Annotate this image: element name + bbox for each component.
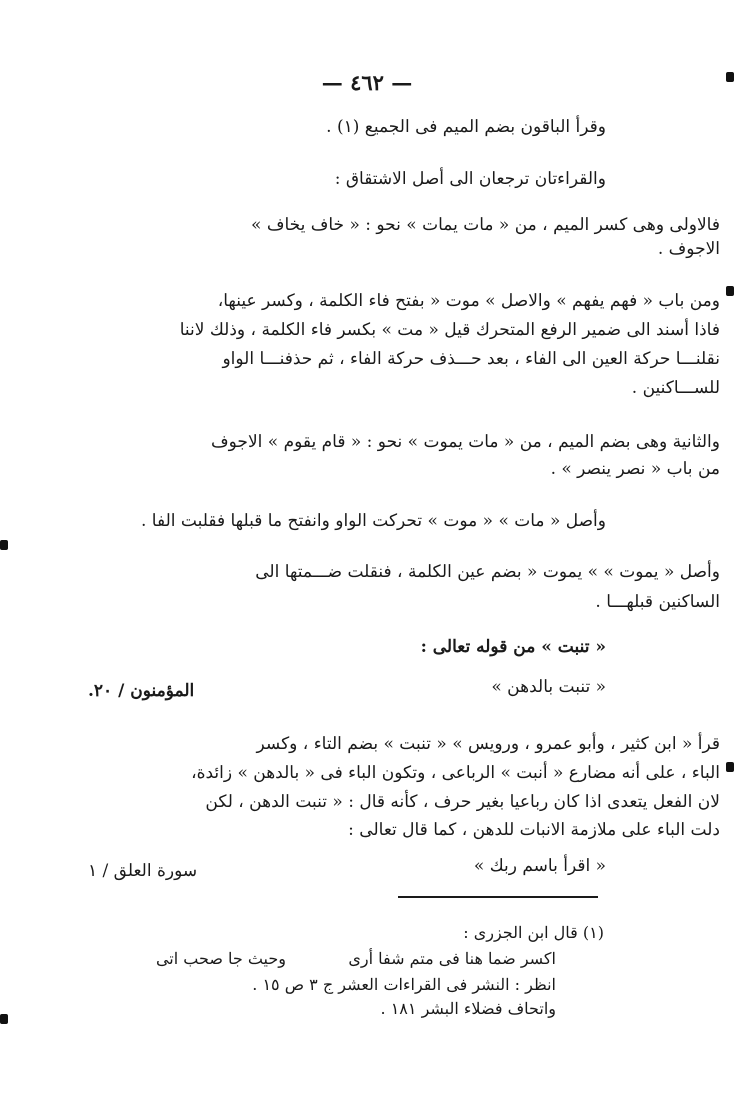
text-line-18: لان الفعل يتعدى اذا كان رباعيا بغير حرف ، كأنه قال : « تنبت الدهن ، لكن	[205, 792, 720, 812]
text-line-7: نقلنـــا حركة العين الى الفاء ، بعد حـــذف حركة الفاء ، ثم حذفنـــا الواو	[222, 349, 720, 369]
text-line-10: من باب « نصر ينصر » .	[550, 459, 720, 479]
scan-mark	[0, 1014, 8, 1024]
text-line-4: الاجوف .	[657, 239, 720, 259]
text-line-3: فالاولى وهى كسر الميم ، من « مات يمات » نحو : « خاف يخاف »	[251, 215, 720, 235]
text-line-17: الباء ، على أنه مضارع « أنبت » الرباعى ، وتكون الباء فى « بالدهن » زائدة،	[191, 763, 720, 783]
verse-reference-1: المؤمنون / ٢٠.	[88, 681, 195, 701]
scan-mark	[726, 286, 734, 296]
text-line-6: فاذا أسند الى ضمير الرفع المتحرك قيل « مت » بكسر فاء الكلمة ، وذلك لاننا	[179, 320, 720, 340]
scan-mark	[726, 72, 734, 82]
footnote-verse-first-half: اكسر ضما هنا فى متم شفا أرى	[348, 949, 556, 968]
text-line-12: وأصل « يموت » » يموت « بضم عين الكلمة ، فنقلت ضـــمتها الى	[255, 562, 720, 582]
text-line-19: دلت الباء على ملازمة الانبات للدهن ، كما قال تعالى :	[348, 820, 720, 840]
footnote-separator	[398, 896, 598, 898]
footnote-line-4: واتحاف فضلاء البشر ١٨١ .	[380, 999, 556, 1018]
verse-intro: « تنبت » من قوله تعالى :	[420, 637, 606, 657]
text-line-9: والثانية وهى بضم الميم ، من « مات يموت » نحو : « قام يقوم » الاجوف	[211, 432, 720, 452]
verse-quote-1: « تنبت بالدهن »	[491, 677, 606, 697]
text-line-8: للســـاكنين .	[631, 378, 720, 398]
text-line-2: والقراءتان ترجعان الى أصل الاشتقاق :	[334, 169, 606, 189]
page-number: — ٤٦٢ —	[321, 70, 413, 95]
footnote-line-3: انظر : النشر فى القراءات العشر ج ٣ ص ١٥ .	[252, 975, 556, 994]
text-line-1: وقرأ الباقون بضم الميم فى الجميع (١) .	[326, 117, 606, 137]
verse-reference-2: سورة العلق / ١	[88, 861, 198, 881]
scan-mark	[0, 540, 8, 550]
footnote-verse-second-half: وحيث جا صحب اتى	[155, 949, 286, 968]
text-line-11: وأصل « مات » « موت » تحركت الواو وانفتح ما قبلها فقلبت الفا .	[141, 511, 606, 531]
text-line-5: ومن باب « فهم يفهم » والاصل » موت « بفتح فاء الكلمة ، وكسر عينها،	[217, 291, 720, 311]
verse-quote-2: « اقرأ باسم ربك »	[473, 856, 606, 876]
footnote-line-1: (١) قال ابن الجزرى :	[463, 923, 604, 942]
text-line-16: قرأ « ابن كثير ، وأبو عمرو ، ورويس » « تنبت » بضم التاء ، وكسر	[256, 734, 720, 754]
scan-mark	[726, 762, 734, 772]
text-line-13: الساكنين قبلهـــا .	[595, 592, 720, 612]
